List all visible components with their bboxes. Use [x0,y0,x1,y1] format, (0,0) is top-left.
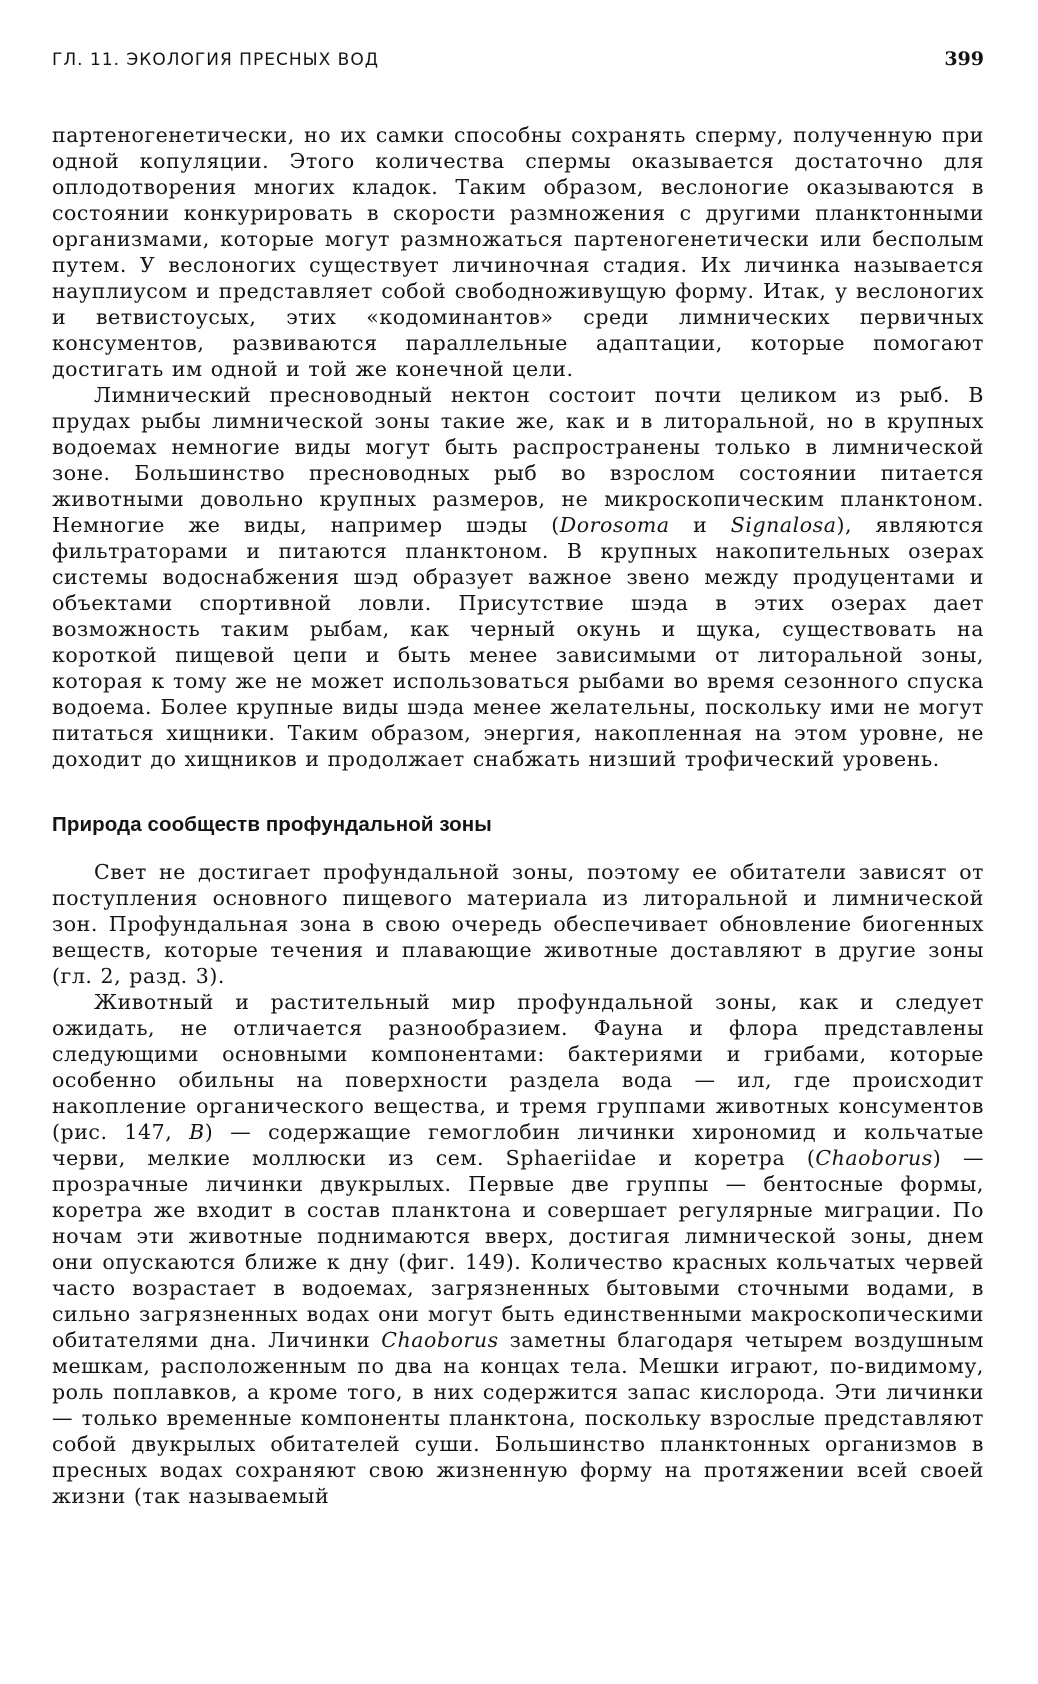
page-number: 399 [944,48,984,70]
nekton-text-1: Лимнический пресноводный нектон состоит почти целиком из рыб. В прудах рыбы лимнической зоны такие же, как и в литоральной, но в крупных водоемах немногие виды могут быть распространены только в лимнической зоне. Большинство пресноводных рыб во взрослом состоянии питается животными довольно крупных размеров, не микроскопическим планктоном. Немногие же виды, например шэды ( [52,383,984,537]
genus-dorosoma: Dorosoma [559,513,670,537]
fauna-text-1: Животный и растительный мир профундальной зоны, как и следует ожидать, не отличается разнообразием. Фауна и флора представлены следующими основными компонентами: бактериями и грибами, которые особенно обильны на поверхности раздела вода — ил, где происходит накопление органического вещества, и тремя группами животных консументов (рис. 147, [52,990,984,1144]
genus-chaoborus-2: Chaoborus [381,1328,499,1352]
section-heading: Природа сообществ профундальной зоны [52,813,492,836]
fauna-text-4: заметны благодаря четырем воздушным мешкам, расположенным по два на концах тела. Мешки играют, по-видимому, роль поплавков, а кроме того, в них содержится запас кислорода. Эти личинки — только временные компоненты планктона, поскольку взрослые представляют собой двукрылых обитателей суши. Большинство планктонных организмов в пресных водах сохраняют свою жизненную форму на протяжении всей своей жизни (так называемый [52,1328,984,1508]
genus-signalosa: Signalosa [730,513,837,537]
genus-chaoborus-1: Chaoborus [815,1146,933,1170]
fauna-text-3: ) — прозрачные личинки двукрылых. Первые две группы — бентосные формы, коретра же входит в состав планктона и совершает регулярные миграции. По ночам эти животные поднимаются вверх, достигая лимнической зоны, днем они опускаются ближе к дну (фиг. 149). Количество красных кольчатых червей часто возрастает в водоемах, загрязненных бытовыми сточными водами, в сильно загрязненных водах они могут быть единственными макроскопическими обитателями дна. Личинки [52,1146,984,1352]
nekton-text-2: и [669,513,731,537]
fauna-text-2: ) — содержащие гемоглобин личинки хирономид и кольчатые черви, мелкие моллюски из сем. Sphaeriidae и коретра ( [52,1120,984,1170]
paragraph-fauna [52,989,984,1509]
running-title: ГЛ. 11. ЭКОЛОГИЯ ПРЕСНЫХ ВОД [52,50,379,70]
paragraph-nekton [52,382,984,772]
figure-letter: В [189,1120,205,1144]
running-header [52,48,984,78]
book-page [52,40,984,1509]
paragraph-light: Свет не достигает профундальной зоны, поэтому ее обитатели зависят от поступления основного пищевого материала из литоральной и лимнической зон. Профундальная зона в свою очередь обеспечивает обновление биогенных веществ, которые течения и плавающие животные доставляют в другие зоны (гл. 2, разд. 3). [52,860,984,988]
nekton-text-3: ), являются фильтраторами и питаются планктоном. В крупных накопительных озерах системы водоснабжения шэд образует важное звено между продуцентами и объектами спортивной ловли. Присутствие шэда в этих озерах дает возможность таким рыбам, как черный окунь и щука, существовать на короткой пищевой цепи и быть менее зависимыми от литоральной зоны, которая к тому же не может использоваться рыбами во время сезонного спуска водоема. Более крупные виды шэда менее желательны, поскольку ими не могут питаться хищники. Таким образом, энергия, накопленная на этом уровне, не доходит до хищников и продолжает снабжать низший трофический уровень. [52,513,984,771]
paragraph-copepods: партеногенетически, но их самки способны сохранять сперму, полученную при одной копуляции. Этого количества спермы оказывается достаточно для оплодотворения многих кладок. Таким образом, веслоногие оказываются в состоянии конкурировать в скорости размножения с другими планктонными организмами, которые могут размножаться партеногенетически или бесполым путем. У веслоногих существует личиночная стадия. Их личинка называется науплиусом и представляет собой свободноживущую форму. Итак, у веслоногих и ветвистоусых, этих «кодоминантов» среди лимнических первичных консументов, развиваются параллельные адаптации, которые помогают достигать им одной и той же конечной цели. [52,123,984,381]
